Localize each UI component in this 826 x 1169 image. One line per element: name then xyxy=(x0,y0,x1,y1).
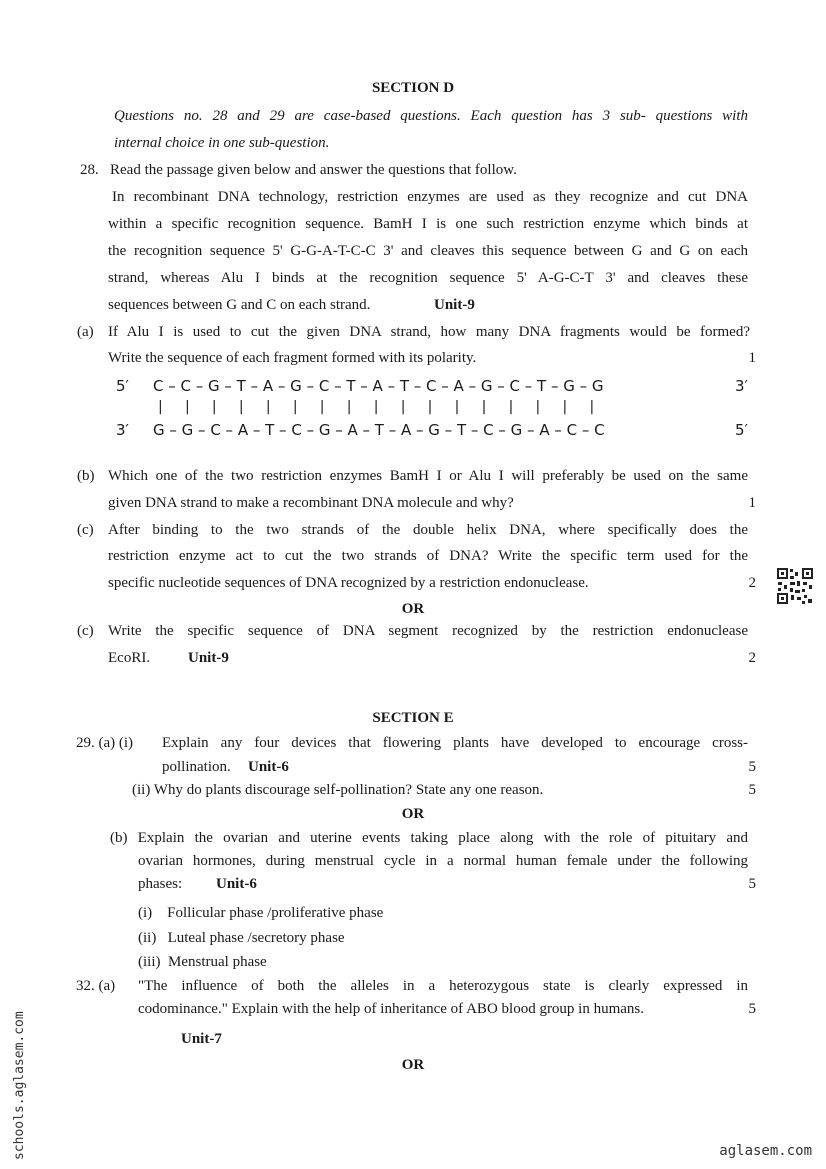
q29-a-ii: (ii) Why do plants discourage self-pollination? State any one reason. xyxy=(132,782,544,798)
question-28-intro: Read the passage given below and answer the questions that follow. xyxy=(110,162,517,178)
dna-bottom-5-prime: 5′ xyxy=(735,421,748,439)
q29-a-ii-marks: 5 xyxy=(748,782,756,798)
section-d-instructions-line1: Questions no. 28 and 29 are case-based questions. Each question has 3 sub- questions with xyxy=(114,108,748,124)
q29-a-i-line2: pollination. xyxy=(162,759,231,775)
q28-or-divider: OR xyxy=(401,601,425,617)
q28-b-label: (b) xyxy=(77,468,95,484)
q29-a-i-unit: Unit-6 xyxy=(248,759,289,775)
dna-top-3-prime: 3′ xyxy=(735,377,748,395)
phase-item: (i) Follicular phase /proliferative phase xyxy=(138,905,384,921)
q28-c2-marks: 2 xyxy=(748,650,756,666)
q28-c-line3: specific nucleotide sequences of DNA recognized by a restriction endonuclease. xyxy=(108,575,589,591)
passage-line-5: sequences between G and C on each strand. xyxy=(108,297,371,313)
q29-b-line2: ovarian hormones, during menstrual cycle in a normal human female under the following xyxy=(138,853,748,869)
q28-c2-line1: Write the specific sequence of DNA segment recognized by the restriction endonuclease xyxy=(108,623,748,639)
q28-c2-unit: Unit-9 xyxy=(188,650,229,666)
q28-a-marks: 1 xyxy=(748,350,756,366)
dna-base-pair-bonds: | | | | | | | | | | | | | | | | | xyxy=(158,399,595,415)
q28-c2-label: (c) xyxy=(77,623,94,639)
q29-a-i-line1: Explain any four devices that flowering plants have developed to encourage cross- xyxy=(162,735,748,751)
passage-line-1: In recombinant DNA technology, restriction enzymes are used as they recognize and cut DNA xyxy=(112,189,748,205)
side-watermark: schools.aglasem.com xyxy=(12,1011,27,1160)
passage-line-3: the recognition sequence 5' G-G-A-T-C-C 3' and cleaves this sequence between G and G on each xyxy=(108,243,748,259)
q28-c-line2: restriction enzyme act to cut the two strands of DNA? Write the specific term used for the xyxy=(108,548,748,564)
q32-line2: codominance." Explain with the help of inheritance of ABO blood group in humans. xyxy=(138,1001,645,1017)
q28-c2-line2: EcoRI. xyxy=(108,650,151,666)
q28-b-line2: given DNA strand to make a recombinant DNA molecule and why? xyxy=(108,495,514,511)
q29-b-line3: phases: xyxy=(138,876,183,892)
q29-b-line1: (b) Explain the ovarian and uterine events taking place along with the role of pituitary and xyxy=(110,830,748,846)
section-e-heading: SECTION E xyxy=(372,710,454,726)
q28-b-marks: 1 xyxy=(748,495,756,511)
phase-item: (ii) Luteal phase /secretory phase xyxy=(138,930,345,946)
q28-a-label: (a) xyxy=(77,324,94,340)
passage-unit: Unit-9 xyxy=(434,297,475,313)
q29-a-i-marks: 5 xyxy=(748,759,756,775)
qr-code-icon xyxy=(776,567,814,605)
phase-item: (iii) Menstrual phase xyxy=(138,954,267,970)
passage-line-4: strand, whereas Alu I binds at the recognition sequence 5' A-G-C-T 3' and cleaves these xyxy=(108,270,748,286)
dna-top-5-prime: 5′ xyxy=(116,377,129,395)
q29-b-unit: Unit-6 xyxy=(216,876,257,892)
section-d-instructions-line2: internal choice in one sub-question. xyxy=(114,135,330,151)
q28-c-marks: 2 xyxy=(748,575,756,591)
q29-or-divider: OR xyxy=(401,806,425,822)
q29-b-marks: 5 xyxy=(748,876,756,892)
q28-c-line1: After binding to the two strands of the double helix DNA, where specifically does the xyxy=(108,522,748,538)
q28-c-label: (c) xyxy=(77,522,94,538)
passage-line-2: within a specific recognition sequence. BamH I is one such restriction enzyme which binds at xyxy=(108,216,748,232)
section-d-heading: SECTION D xyxy=(371,80,455,96)
q32-marks: 5 xyxy=(748,1001,756,1017)
question-32-prefix: 32. (a) xyxy=(76,978,116,994)
q32-or-divider: OR xyxy=(401,1057,425,1073)
q28-a-line1: If Alu I is used to cut the given DNA strand, how many DNA fragments would be formed? xyxy=(108,324,750,340)
q28-b-line1: Which one of the two restriction enzymes BamH I or Alu I will preferably be used on the same xyxy=(108,468,748,484)
q32-line1: "The influence of both the alleles in a heterozygous state is clearly expressed in xyxy=(138,978,748,994)
question-28-number: 28. xyxy=(80,162,99,178)
question-29-prefix: 29. (a) (i) xyxy=(76,735,134,751)
q32-unit: Unit-7 xyxy=(181,1031,222,1047)
footer-watermark: aglasem.com xyxy=(719,1143,812,1159)
q28-a-line2: Write the sequence of each fragment formed with its polarity. xyxy=(108,350,477,366)
dna-bottom-3-prime: 3′ xyxy=(116,421,129,439)
dna-top-sequence: C – C – G – T – A – G – C – T – A – T – C – A – G – C – T – G – G xyxy=(153,377,604,395)
dna-bottom-sequence: G – G – C – A – T – C – G – A – T – A – G – T – C – G – A – C – C xyxy=(153,421,605,439)
